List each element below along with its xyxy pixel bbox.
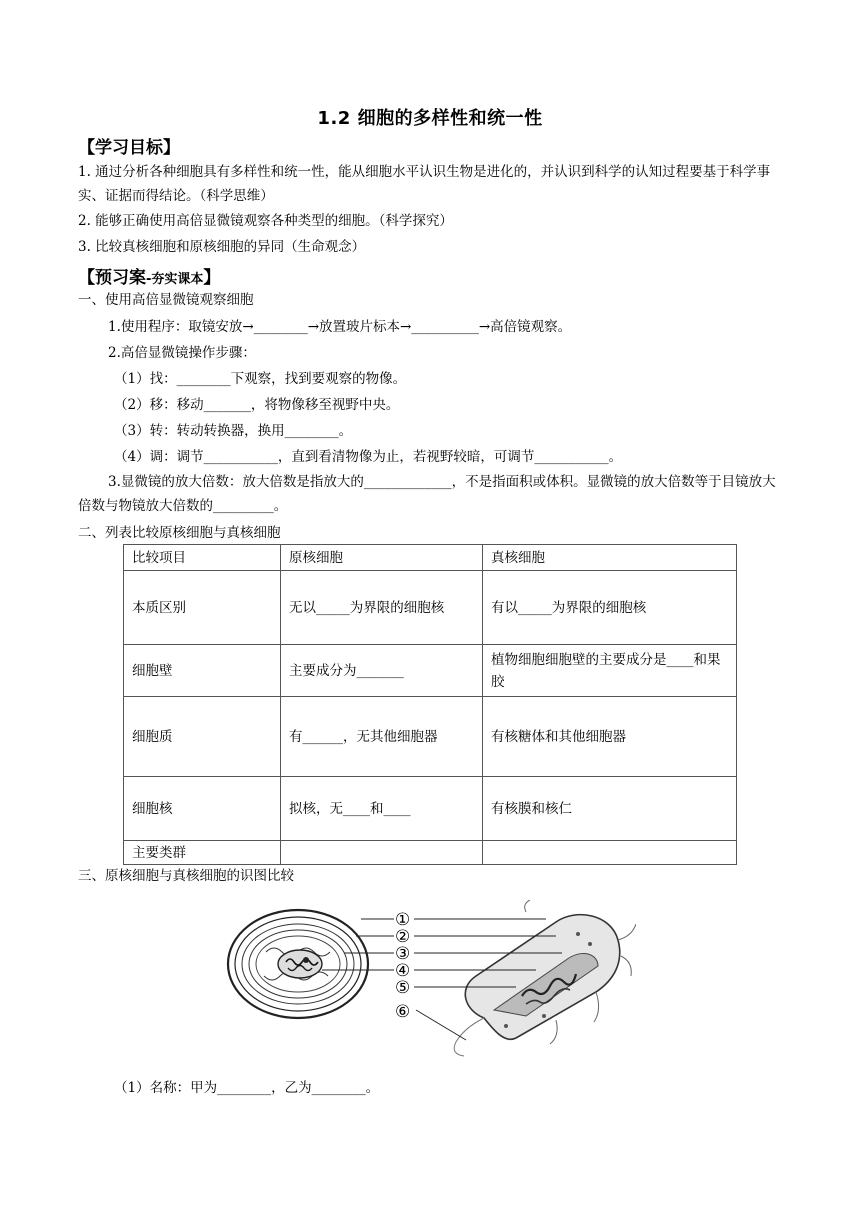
label-6: ⑥ xyxy=(395,1002,411,1022)
objectives-heading: 【学习目标】 xyxy=(78,138,180,158)
page-title: 1.2 细胞的多样性和统一性 xyxy=(317,108,543,129)
preview-subheading: -夯实课本 xyxy=(146,272,204,287)
table-row xyxy=(124,841,737,865)
row-label: 细胞壁 xyxy=(124,645,281,697)
part3-title: 三、原核细胞与真核细胞的识图比较 xyxy=(78,868,294,884)
objective-item-2: 2. 能够正确使用高倍显微镜观察各种类型的细胞。（科学探究） xyxy=(78,213,453,229)
row-label: 主要类群 xyxy=(124,841,281,865)
label-2: ② xyxy=(395,927,411,947)
table-row xyxy=(124,697,737,777)
table-row xyxy=(124,571,737,645)
part3-question-1: （1）名称：甲为________，乙为________。 xyxy=(114,1080,380,1096)
header-prokaryote: 原核细胞 xyxy=(281,545,483,571)
part1-magnification: 3.显微镜的放大倍数：放大倍数是指放大的_____________，不是指面积或体积。显微镜的放大倍数等于目镜放大倍数与物镜放大倍数的_________。 xyxy=(78,474,776,514)
prokaryote-cell: 无以_____为界限的细胞核 xyxy=(281,571,483,645)
part1-steps-title: 2.高倍显微镜操作步骤： xyxy=(108,345,256,361)
objective-item-3: 3. 比较真核细胞和原核细胞的异同（生命观念） xyxy=(78,239,366,255)
part1-title: 一、使用高倍显微镜观察细胞 xyxy=(78,292,254,308)
eukaryote-cell: 有核糖体和其他细胞器 xyxy=(483,697,737,777)
preview-heading xyxy=(78,263,220,288)
eukaryote-cell: 有核膜和核仁 xyxy=(483,777,737,841)
prokaryote-cell: 拟核，无____和____ xyxy=(281,777,483,841)
header-item: 比较项目 xyxy=(124,545,281,571)
table-row xyxy=(124,777,737,841)
preview-heading-main: 【预习案 xyxy=(78,268,146,288)
table-row xyxy=(124,645,737,697)
cell-comparison-figure xyxy=(226,900,636,1058)
label-4: ④ xyxy=(395,961,411,981)
header-eukaryote: 真核细胞 xyxy=(483,545,737,571)
part2-title: 二、列表比较原核细胞与真核细胞 xyxy=(78,525,281,541)
label-3: ③ xyxy=(395,944,411,964)
prokaryote-cell xyxy=(281,841,483,865)
objective-item-1: 1. 通过分析各种细胞具有多样性和统一性，能从细胞水平认识生物是进化的，并认识到科学的认知过程要基于科学事实、证据而得结论。（科学思维） xyxy=(78,164,771,204)
label-5: ⑤ xyxy=(395,978,411,998)
prokaryote-cell: 主要成分为_______ xyxy=(281,645,483,697)
table-header-row xyxy=(124,545,737,571)
step-move: （2）移：移动_______，将物像移至视野中央。 xyxy=(114,397,400,413)
eukaryote-cell: 有以_____为界限的细胞核 xyxy=(483,571,737,645)
eukaryote-cell xyxy=(483,841,737,865)
step-find: （1）找：________下观察，找到要观察的物像。 xyxy=(114,371,407,387)
part1-procedure: 1.使用程序：取镜安放→________→放置玻片标本→__________→高倍镜观察。 xyxy=(108,319,572,335)
cell-diagram xyxy=(226,900,636,1058)
eukaryotic-cell-drawing xyxy=(228,910,368,1018)
row-label: 细胞质 xyxy=(124,697,281,777)
prokaryotic-cell-drawing xyxy=(454,900,636,1056)
row-label: 细胞核 xyxy=(124,777,281,841)
eukaryote-cell: 植物细胞细胞壁的主要成分是____和果胶 xyxy=(483,645,737,697)
prokaryote-cell: 有______，无其他细胞器 xyxy=(281,697,483,777)
step-turn: （3）转：转动转换器，换用________。 xyxy=(114,423,353,439)
step-adjust: （4）调：调节___________，直到看清物像为止，若视野较暗，可调节___________。 xyxy=(114,449,623,465)
row-label: 本质区别 xyxy=(124,571,281,645)
preview-heading-end: 】 xyxy=(203,268,221,288)
comparison-table xyxy=(123,544,737,865)
label-1: ① xyxy=(395,910,411,930)
